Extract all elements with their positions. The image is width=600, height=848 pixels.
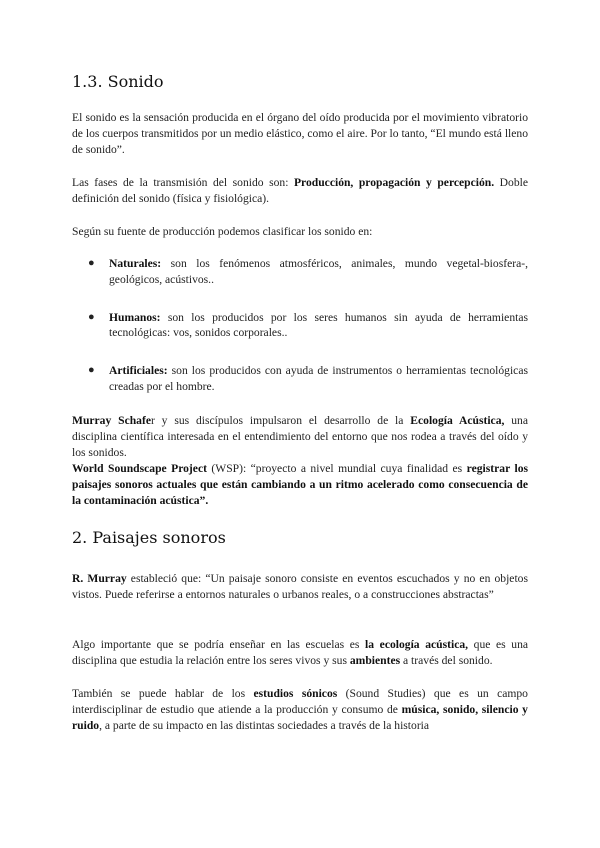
paragraph-schafer: Murray Schafer y sus discípulos impulsaron el desarrollo de la Ecología Acústica, una disciplina científica interesada en el entendimiento del entorno que nos rodea a través del oído y los sonidos. [72, 414, 528, 459]
section-heading-sonido: 1.3. Sonido [72, 72, 164, 91]
paragraph-sound-studies: También se puede hablar de los estudios sónicos (Sound Studies) que es un campo interdisciplinar de estudio que atiende a la producción y consumo de música, sonido, silencio y ruido, a parte de su impacto en las distintas sociedades a través de la historia [72, 687, 528, 732]
paragraph-ecology: Algo importante que se podría enseñar en las escuelas es la ecología acústica, que es una disciplina que estudia la relación entre los seres vivos y sus ambientes a través del sonido. [72, 638, 529, 667]
paragraph-classification: Según su fuente de producción podemos clasificar los sonido en: [72, 225, 373, 238]
bullet-icon: ● [88, 364, 95, 377]
section-heading-paisajes: 2. Paisajes sonoros [72, 528, 226, 547]
paragraph-definition: El sonido es la sensación producida en el órgano del oído producida por el movimiento vibratorio de los cuerpos transmitidos por un medio elástico, como el aire. Por lo tanto, “El mundo está lleno de sonido”. [72, 111, 528, 156]
bullet-icon: ● [88, 310, 95, 323]
list-item-artificiales: ● Artificiales: son los producidos con ayuda de instrumentos o herramientas tecnológicas creadas por el hombre. [88, 364, 528, 393]
paragraph-wsp: World Soundscape Project (WSP): “proyecto a nivel mundial cuya finalidad es registrar los paisajes sonoros actuales que están cambiando a un ritmo acelerado como consecuencia de la contaminación acústica”. [72, 462, 528, 507]
phases-bold: Producción, propagación y percepción. [293, 176, 495, 189]
paragraph-murray: R. Murray estableció que: “Un paisaje sonoro consiste en eventos escuchados y no en objetos vistos. Puede referirse a entornos naturales o urbanos reales, o a construcciones abstractas” [72, 572, 528, 601]
paragraph-phases: Las fases de la transmisión del sonido son: Producción, propagación y percepción. Doble definición del sonido (física y fisiológica). [72, 176, 529, 205]
bullet-icon: ● [88, 257, 95, 269]
list-item-humanos: ● Humanos: son los producidos por los seres humanos sin ayuda de herramientas tecnológicas: vos, sonidos corporales.. [88, 310, 528, 340]
list-item-naturales: ● Naturales: son los fenómenos atmosféricos, animales, mundo vegetal-biosfera-, geológicos, acústivos.. [88, 257, 528, 286]
sound-type-list [72, 256, 528, 395]
